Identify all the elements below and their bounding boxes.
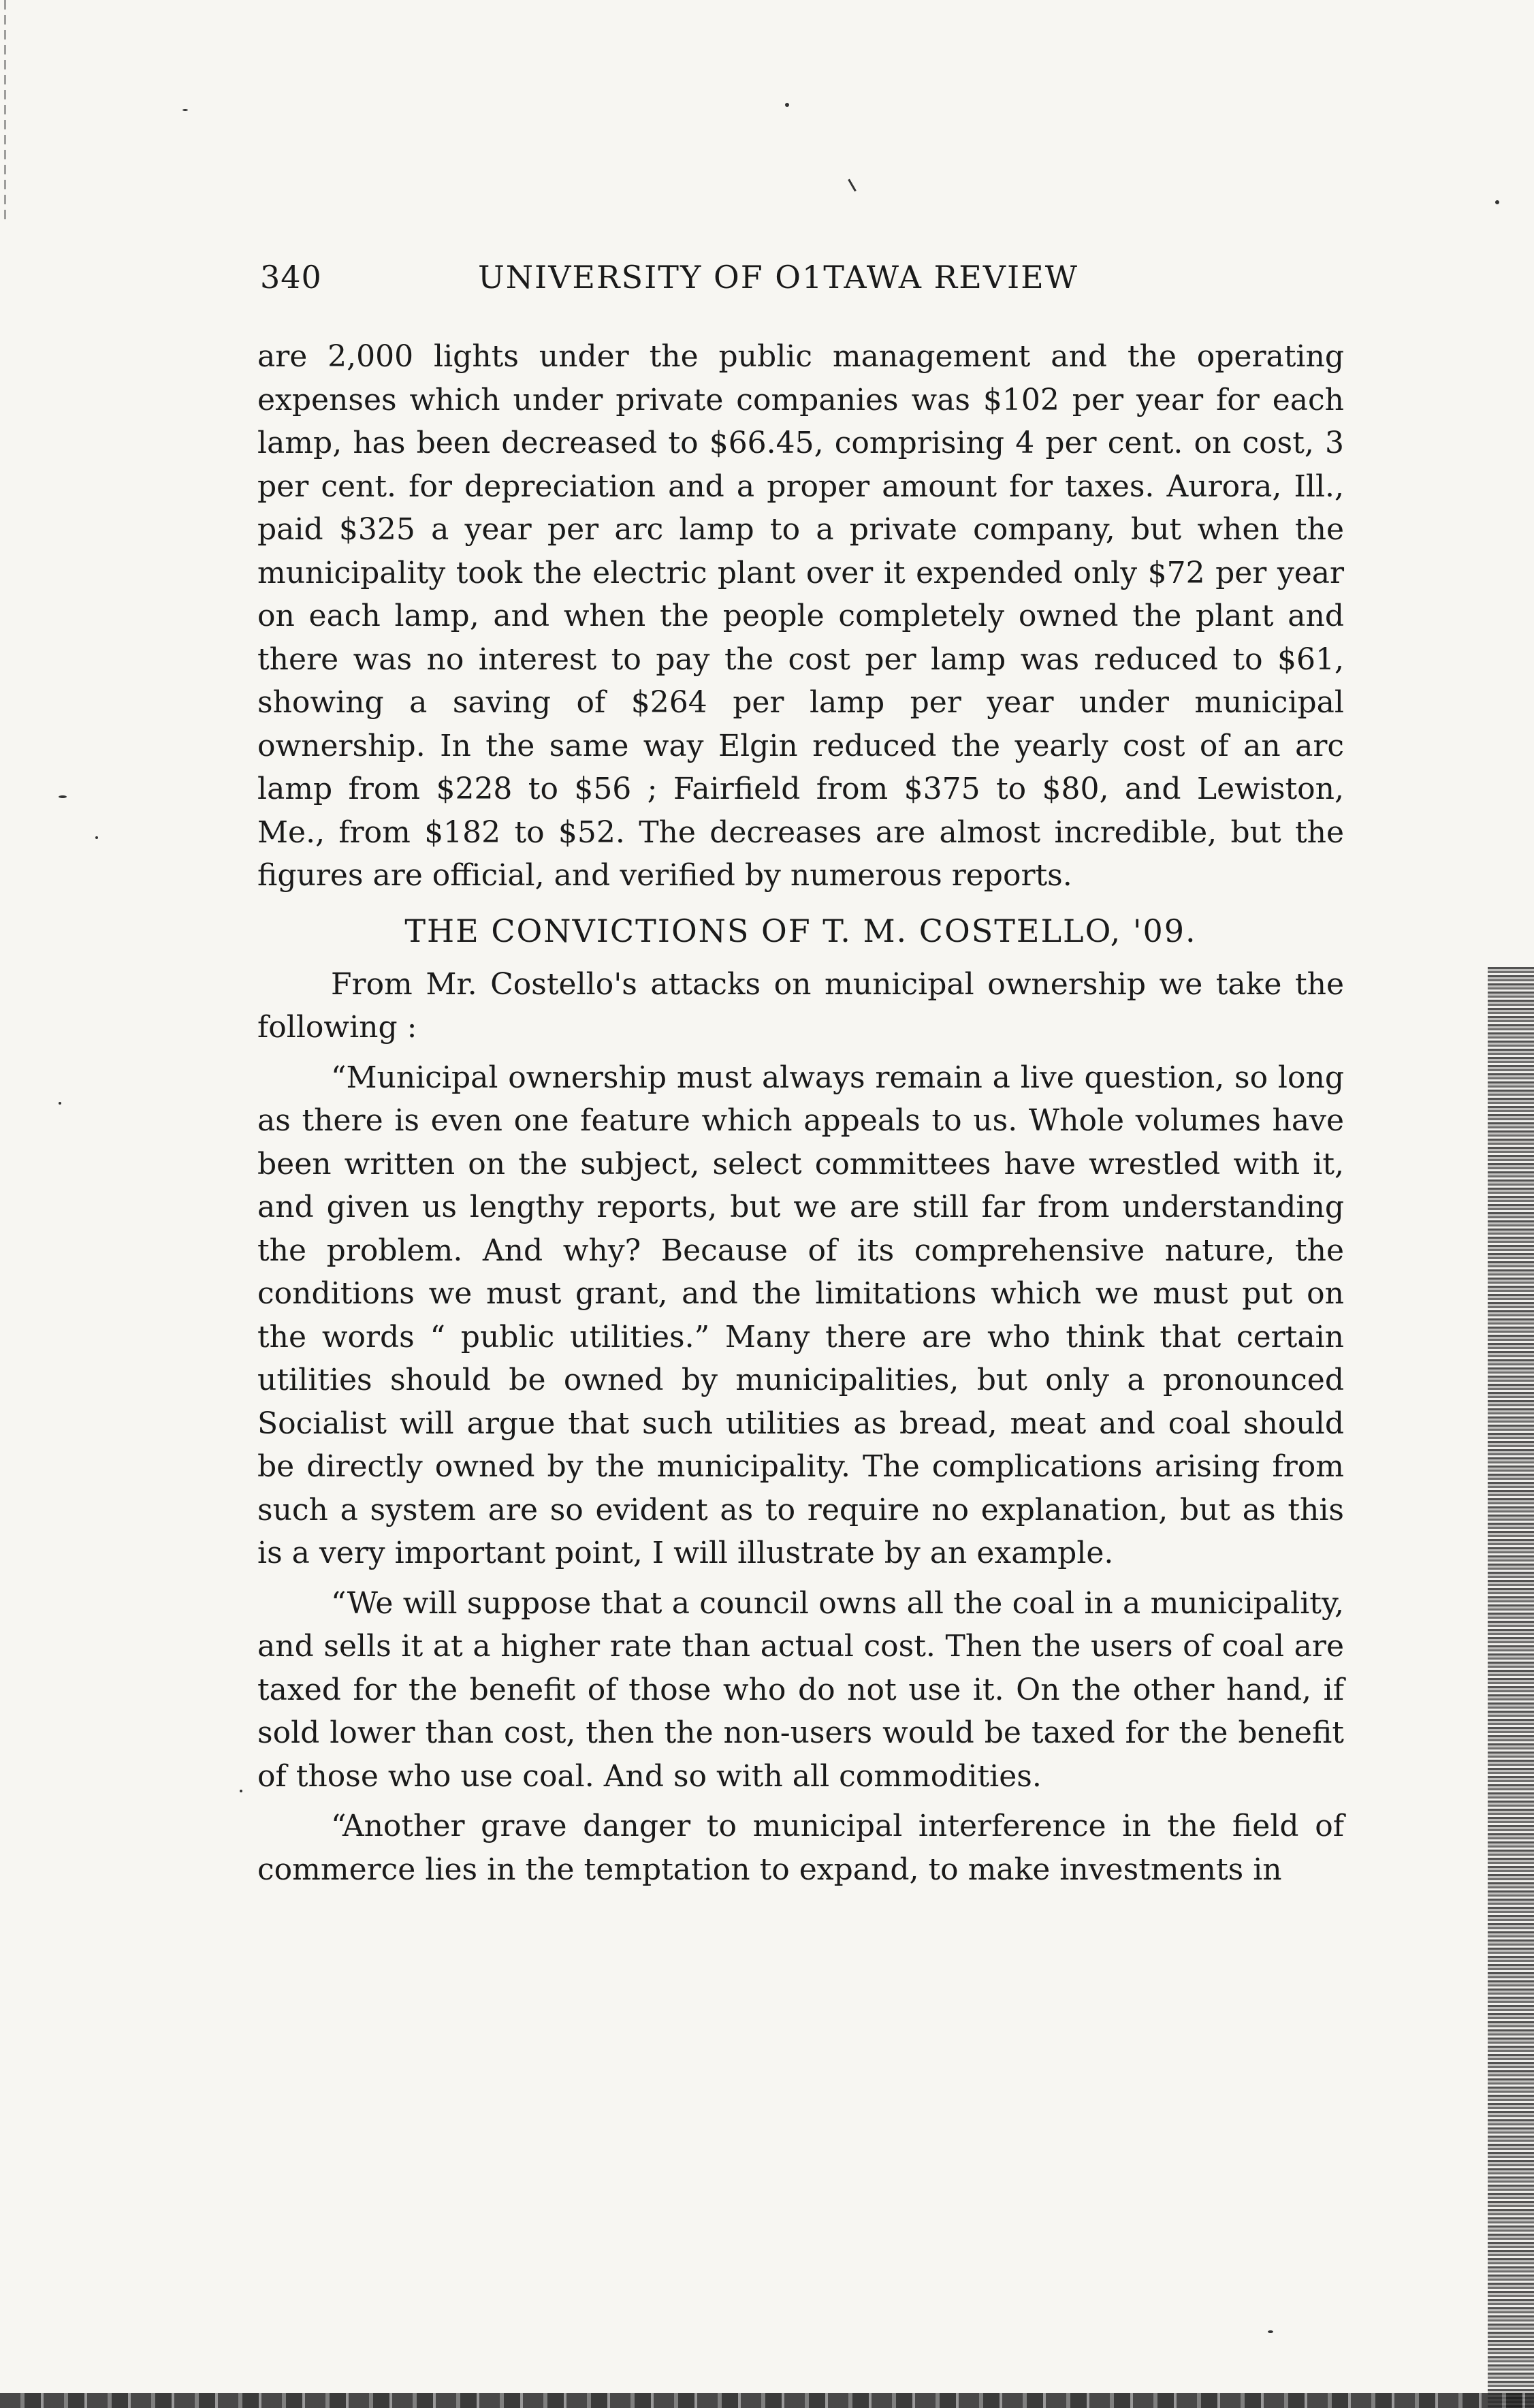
scan-speck <box>59 1102 61 1105</box>
paragraph-intro: From Mr. Costello's attacks on municipal ownership we take the following : <box>257 966 1344 1045</box>
scan-left-edge <box>4 0 6 225</box>
scan-bottom-edge <box>0 2393 1534 2408</box>
body-text <box>257 335 1344 1891</box>
scan-speck <box>182 109 188 111</box>
scan-speck <box>95 836 98 839</box>
section-heading: THE CONVICTIONS OF T. M. COSTELLO, '09. <box>404 912 1197 949</box>
running-title: UNIVERSITY OF O1TAWA REVIEW <box>478 259 1079 296</box>
scan-speck <box>1268 2330 1273 2333</box>
scan-speck <box>240 1790 242 1792</box>
paragraph-municipal-lighting: are 2,000 lights under the public management and the operating expenses which under private companies was $102 per year for each lamp, has been decreased to $66.45, comprising 4 per cent. on cost, 3 per cent. for depreciation and a proper amount for taxes. Aurora, Ill., paid $325 a year per arc lamp to a private company, but when the municipality took the electric plant over it expended only $72 per year on each lamp, and when the people completely owned the plant and there was no interest to pay the cost per lamp was reduced to $61, showing a saving of $264 per lamp per year under municipal ownership. In the same way Elgin reduced the yearly cost of an arc lamp from $228 to $56 ; Fairfield from $375 to $80, and Lewiston, Me., from $182 to $52. The decreases are almost incredible, but the figures are official, and verified by numerous reports. <box>257 339 1344 893</box>
page-header <box>260 259 1349 313</box>
paragraph-quote-2: “We will suppose that a council owns all the coal in a municipality, and sells it at a higher rate than actual cost. Then the users of coal are taxed for the benefit of those who do not use it. On the other hand, if sold lower than cost, then the non-users would be taxed for the benefit of those who use coal. And so with all commodities. <box>257 1585 1344 1794</box>
scan-speck <box>59 795 67 798</box>
paragraph-quote-1: “Municipal ownership must always remain a live question, so long as there is even one feature which appeals to us. Whole volumes have been written on the subject, select committees have wrestled with it, and given us lengthy reports, but we are still far from understanding the problem. And why? Because of its comprehensive nature, the conditions we must grant, and the limitations which we must put on the words “ public utilities.” Many there are who think that certain utilities should be owned by municipalities, but only a pronounced Socialist will argue that such utilities as bread, meat and coal should be directly owned by the municipality. The complications arising from such a system are so evident as to require no explanation, but as this is a very important point, I will illustrate by an example. <box>257 1060 1344 1570</box>
scan-speck <box>785 103 789 107</box>
page-number: 340 <box>260 259 322 296</box>
scan-right-edge <box>1488 967 1534 2408</box>
scan-speck <box>1495 200 1499 204</box>
paragraph-quote-3: “Another grave danger to municipal interference in the field of commerce lies in the temptation to expand, to make investments in <box>257 1809 1344 1887</box>
scan-speck <box>848 179 857 192</box>
